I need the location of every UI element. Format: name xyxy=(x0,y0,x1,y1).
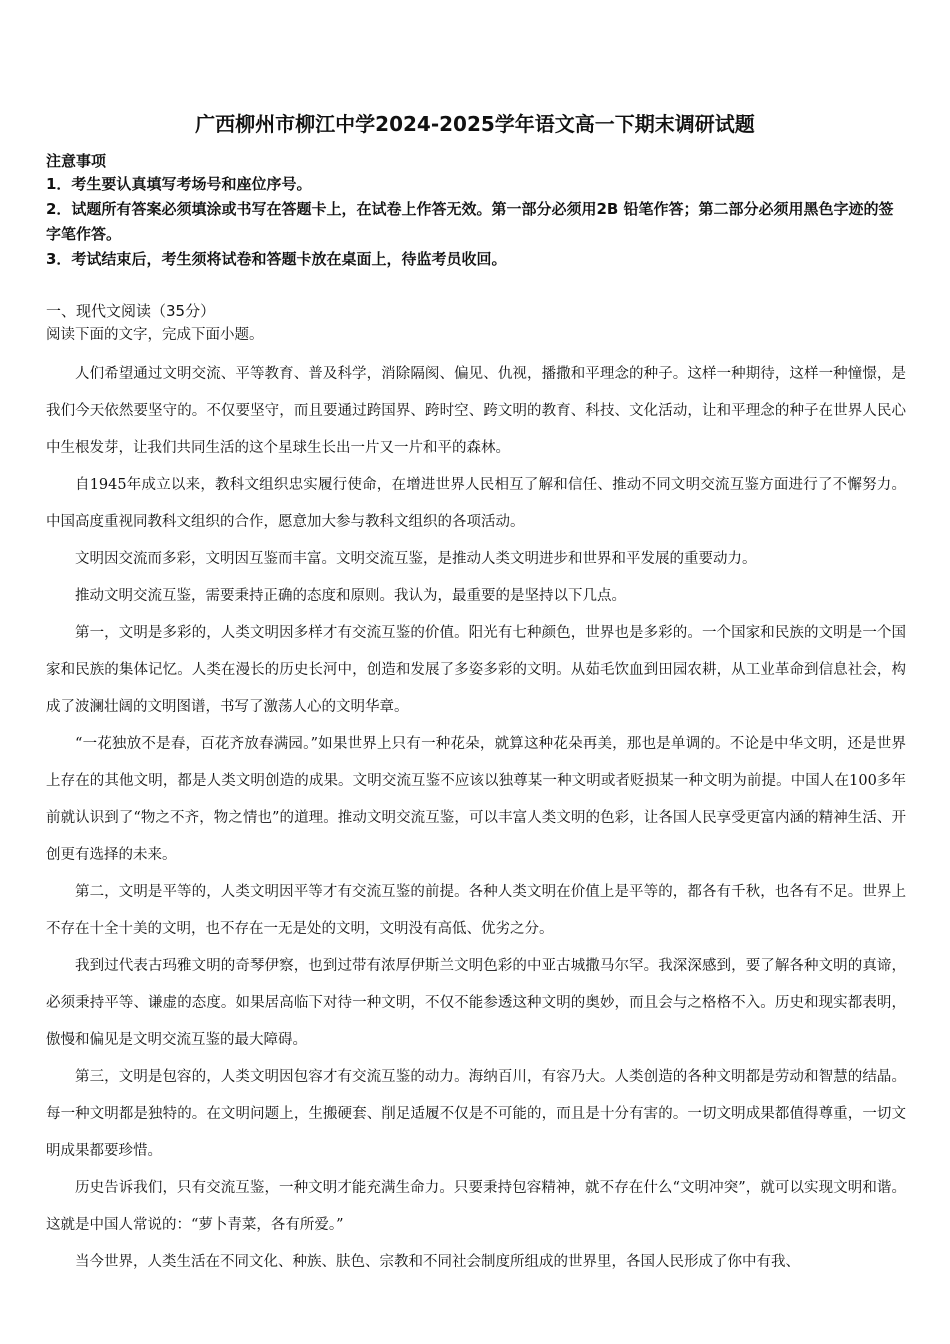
passage-paragraph-7: 第二，文明是平等的，人类文明因平等才有交流互鉴的前提。各种人类文明在价值上是平等的，都各有千秋，也各有不足。世界上不存在十全十美的文明，也不存在一无是处的文明，文明没有高低、优劣之分。 xyxy=(46,884,906,937)
passage-paragraph-10: 历史告诉我们，只有交流互鉴，一种文明才能充满生命力。只要秉持包容精神，就不存在什么“文明冲突”，就可以实现文明和谐。这就是中国人常说的：“萝卜青菜，各有所爱。” xyxy=(46,1180,906,1233)
document-title: 广西柳州市柳江中学2024-2025学年语文高一下期末调研试题 xyxy=(195,112,755,136)
reading-passage xyxy=(46,356,906,1281)
section-reading xyxy=(46,300,906,346)
notice-heading: 注意事项 xyxy=(46,152,107,170)
passage-paragraph-8: 我到过代表古玛雅文明的奇琴伊察，也到过带有浓厚伊斯兰文明色彩的中亚古城撒马尔罕。我深深感到，要了解各种文明的真谛，必须秉持平等、谦虚的态度。如果居高临下对待一种文明，不仅不能参透这种文明的奥妙，而且会与之格格不入。历史和现实都表明，傲慢和偏见是文明交流互鉴的最大障碍。 xyxy=(46,958,906,1048)
notice-block xyxy=(46,150,906,272)
passage-paragraph-6: “一花独放不是春，百花齐放春满园。”如果世界上只有一种花朵，就算这种花朵再美，那也是单调的。不论是中华文明，还是世界上存在的其他文明，都是人类文明创造的成果。文明交流互鉴不应该以独尊某一种文明或者贬损某一种文明为前提。中国人在100多年前就认识到了“物之不齐，物之情也”的道理。推动文明交流互鉴，可以丰富人类文明的色彩，让各国人民享受更富内涵的精神生活、开创更有选择的未来。 xyxy=(46,736,906,863)
passage-paragraph-1: 人们希望通过文明交流、平等教育、普及科学，消除隔阂、偏见、仇视，播撒和平理念的种子。这样一种期待，这样一种憧憬，是我们今天依然要坚守的。不仅要坚守，而且要通过跨国界、跨时空、跨文明的教育、科技、文化活动，让和平理念的种子在世界人民心中生根发芽，让我们共同生活的这个星球生长出一片又一片和平的森林。 xyxy=(46,366,906,456)
section-heading: 一、现代文阅读（35分） xyxy=(46,302,216,320)
notice-item-1: 1．考生要认真填写考场号和座位序号。 xyxy=(46,175,312,193)
passage-paragraph-2: 自1945年成立以来，教科文组织忠实履行使命，在增进世界人民相互了解和信任、推动不同文明交流互鉴方面进行了不懈努力。中国高度重视同教科文组织的合作，愿意加大参与教科文组织的各项活动。 xyxy=(46,477,906,530)
passage-paragraph-4: 推动文明交流互鉴，需要秉持正确的态度和原则。我认为，最重要的是坚持以下几点。 xyxy=(75,588,626,604)
notice-item-2: 2．试题所有答案必须填涂或书写在答题卡上，在试卷上作答无效。第一部分必须用2B 铅笔作答；第二部分必须用黑色字迹的签字笔作答。 xyxy=(46,200,894,243)
passage-paragraph-11: 当今世界，人类生活在不同文化、种族、肤色、宗教和不同社会制度所组成的世界里，各国人民形成了你中有我、 xyxy=(75,1254,800,1270)
passage-paragraph-3: 文明因交流而多彩，文明因互鉴而丰富。文明交流互鉴，是推动人类文明进步和世界和平发展的重要动力。 xyxy=(75,551,757,567)
section-intro: 阅读下面的文字，完成下面小题。 xyxy=(46,327,264,343)
passage-paragraph-9: 第三，文明是包容的，人类文明因包容才有交流互鉴的动力。海纳百川，有容乃大。人类创造的各种文明都是劳动和智慧的结晶。每一种文明都是独特的。在文明问题上，生搬硬套、削足适履不仅是不可能的，而且是十分有害的。一切文明成果都值得尊重，一切文明成果都要珍惜。 xyxy=(46,1069,906,1159)
notice-item-3: 3．考试结束后，考生须将试卷和答题卡放在桌面上，待监考员收回。 xyxy=(46,250,507,268)
passage-paragraph-5: 第一，文明是多彩的，人类文明因多样才有交流互鉴的价值。阳光有七种颜色，世界也是多彩的。一个国家和民族的文明是一个国家和民族的集体记忆。人类在漫长的历史长河中，创造和发展了多姿多彩的文明。从茹毛饮血到田园农耕，从工业革命到信息社会，构成了波澜壮阔的文明图谱，书写了激荡人心的文明华章。 xyxy=(46,625,906,715)
